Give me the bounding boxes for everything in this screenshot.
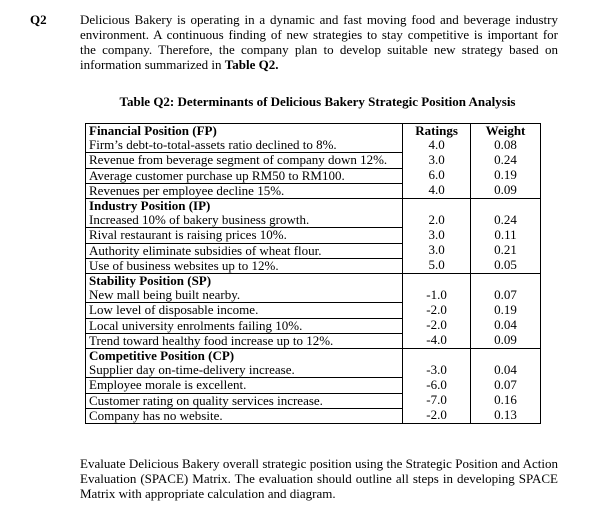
table-row [86,288,541,303]
determinant-label: Rival restaurant is raising prices 10%. [86,228,403,243]
section-header-row [86,274,541,289]
weight-value: 0.04 [471,318,541,333]
determinant-label: Firm’s debt-to-total-assets ratio declined to 8%. [86,138,403,153]
determinant-label: Supplier day on-time-delivery increase. [86,363,403,378]
weight-value: 0.11 [471,228,541,243]
section-title: Stability Position (SP) [86,274,403,289]
rating-value: -3.0 [403,363,471,378]
weight-value: 0.07 [471,288,541,303]
table-caption [0,94,615,110]
rating-value: 2.0 [403,213,471,228]
rating-value: -2.0 [403,318,471,333]
table-row [86,213,541,228]
weight-value: 0.24 [471,153,541,168]
table-row [86,153,541,168]
rating-value: 3.0 [403,243,471,258]
rating-value: -7.0 [403,393,471,408]
determinant-label: Low level of disposable income. [86,303,403,318]
determinants-table-body [86,124,541,424]
section-header-row [86,124,541,139]
empty-cell [471,199,541,214]
empty-cell [403,199,471,214]
determinants-table [85,123,541,424]
determinant-label: Employee morale is excellent. [86,378,403,393]
table-caption-text: Table Q2: Determinants of Delicious Bakery Strategic Position Analysis [119,94,516,109]
section-title: Financial Position (FP) [86,124,403,139]
ratings-header: Ratings [403,124,471,139]
empty-cell [403,274,471,289]
question-instruction: Evaluate Delicious Bakery overall strategic position using the Strategic Position and Action Evaluation (SPACE) Matrix. The evaluation should outline all steps in developing SPACE Matrix with appropriate calculation and diagram. [80,456,558,501]
weight-value: 0.24 [471,213,541,228]
table-row [86,363,541,378]
empty-cell [471,274,541,289]
determinant-label: Trend toward healthy food increase up to 12%. [86,333,403,348]
weight-value: 0.13 [471,408,541,423]
section-title: Industry Position (IP) [86,199,403,214]
weight-value: 0.21 [471,243,541,258]
table-row [86,378,541,393]
rating-value: -2.0 [403,408,471,423]
table-row [86,318,541,333]
weight-value: 0.16 [471,393,541,408]
rating-value: 4.0 [403,138,471,153]
weight-value: 0.05 [471,258,541,273]
determinant-label: Revenues per employee decline 15%. [86,183,403,198]
determinant-label: Authority eliminate subsidies of wheat flour. [86,243,403,258]
rating-value: -4.0 [403,333,471,348]
section-header-row [86,199,541,214]
rating-value: 4.0 [403,183,471,198]
weight-value: 0.19 [471,303,541,318]
rating-value: 5.0 [403,258,471,273]
table-row [86,138,541,153]
rating-value: -2.0 [403,303,471,318]
determinant-label: Average customer purchase up RM50 to RM100. [86,168,403,183]
table-row [86,168,541,183]
determinant-label: Increased 10% of bakery business growth. [86,213,403,228]
intro-text: Delicious Bakery is operating in a dynamic and fast moving food and beverage industry environment. A continuous finding of new strategies to stay competitive is important for the company. Therefore, the company plan to develop suitable new strategy based on information summarized in [80,12,558,72]
table-row [86,228,541,243]
intro-table-reference: Table Q2. [224,57,279,72]
determinant-label: Revenue from beverage segment of company down 12%. [86,153,403,168]
rating-value: 3.0 [403,228,471,243]
weight-value: 0.08 [471,138,541,153]
rating-value: 6.0 [403,168,471,183]
section-header-row [86,349,541,364]
weight-header: Weight [471,124,541,139]
question-intro [80,12,558,72]
weight-value: 0.04 [471,363,541,378]
rating-value: 3.0 [403,153,471,168]
table-row [86,258,541,273]
table-row [86,408,541,423]
weight-value: 0.07 [471,378,541,393]
table-row [86,243,541,258]
determinant-label: Customer rating on quality services increase. [86,393,403,408]
empty-cell [471,349,541,364]
rating-value: -1.0 [403,288,471,303]
determinant-label: New mall being built nearby. [86,288,403,303]
rating-value: -6.0 [403,378,471,393]
determinant-label: Use of business websites up to 12%. [86,258,403,273]
weight-value: 0.09 [471,183,541,198]
table-row [86,303,541,318]
weight-value: 0.09 [471,333,541,348]
question-number: Q2 [30,12,47,27]
empty-cell [403,349,471,364]
weight-value: 0.19 [471,168,541,183]
section-title: Competitive Position (CP) [86,349,403,364]
determinant-label: Local university enrolments failing 10%. [86,318,403,333]
determinant-label: Company has no website. [86,408,403,423]
table-row [86,393,541,408]
table-row [86,333,541,348]
table-row [86,183,541,198]
